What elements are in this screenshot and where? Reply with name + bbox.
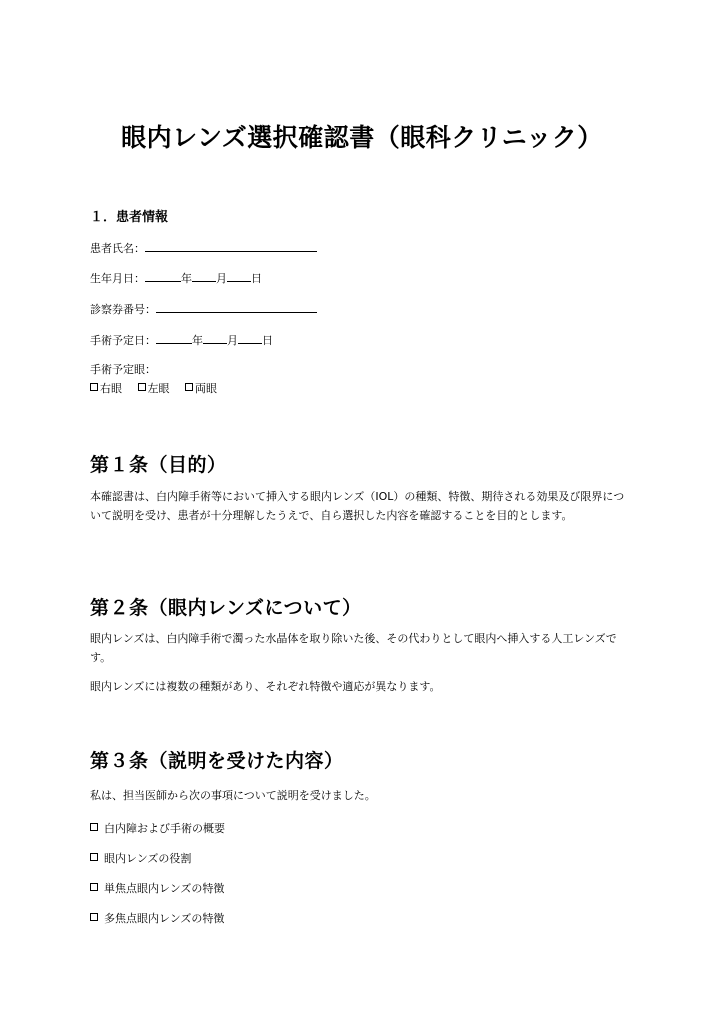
patient-name-field [90, 240, 317, 256]
checkbox-icon[interactable] [185, 383, 193, 391]
eye-option-left[interactable]: 左眼 [138, 382, 170, 395]
article2-heading: 第２条（眼内レンズについて） [90, 597, 362, 619]
birth-day-unit: 日 [251, 272, 262, 285]
checkbox-icon[interactable] [90, 383, 98, 391]
surgery-day-blank[interactable] [238, 332, 262, 344]
patient-name-blank[interactable] [145, 240, 317, 252]
birth-date-field [90, 270, 262, 286]
checkbox-icon[interactable] [90, 883, 98, 891]
patient-name-label: 患者氏名： [90, 242, 145, 255]
surgery-eye-label: 手術予定眼： [90, 363, 156, 376]
card-number-field [90, 301, 317, 317]
article3-intro: 私は、担当医師から次の事項について説明を受けました。 [90, 789, 376, 802]
birth-month-unit: 月 [216, 272, 227, 285]
article3-heading: 第３条（説明を受けた内容） [90, 750, 344, 772]
checkbox-icon[interactable] [90, 913, 98, 921]
birth-day-blank[interactable] [227, 270, 251, 282]
surgery-eye-options [90, 380, 229, 396]
card-number-blank[interactable] [156, 301, 317, 313]
surgery-month-blank[interactable] [203, 332, 227, 344]
document-title: 眼内レンズ選択確認書（眼科クリニック） [121, 123, 603, 152]
list-item: 多焦点眼内レンズの特徴 [90, 910, 224, 926]
birth-year-blank[interactable] [145, 270, 181, 282]
eye-option-right[interactable]: 右眼 [90, 382, 122, 395]
surgery-year-unit: 年 [192, 334, 203, 347]
birth-month-blank[interactable] [192, 270, 216, 282]
checkbox-icon[interactable] [90, 853, 98, 861]
surgery-date-field [90, 332, 273, 348]
list-item: 白内障および手術の概要 [90, 820, 225, 836]
surgery-day-unit: 日 [262, 334, 273, 347]
birth-year-unit: 年 [181, 272, 192, 285]
surgery-year-blank[interactable] [156, 332, 192, 344]
article2-body-2: 眼内レンズには複数の種類があり、それぞれ特徴や適応が異なります。 [90, 680, 441, 693]
surgery-month-unit: 月 [227, 334, 238, 347]
surgery-date-label: 手術予定日： [90, 334, 156, 347]
card-number-label: 診察券番号： [90, 303, 156, 316]
list-item: 眼内レンズの役割 [90, 850, 191, 866]
list-item: 単焦点眼内レンズの特徴 [90, 880, 224, 896]
article1-body: 本確認書は、白内障手術等において挿入する眼内レンズ（IOL）の種類、特徴、期待される効果及び限界について説明を受け、患者が十分理解したうえで、自ら選択した内容を確認することを目的とします。 [90, 490, 625, 522]
birth-date-label: 生年月日： [90, 272, 145, 285]
article2-body-1: 眼内レンズは、白内障手術で濁った水晶体を取り除いた後、その代わりとして眼内へ挿入する人工レンズです。 [90, 632, 617, 664]
checkbox-icon[interactable] [138, 383, 146, 391]
article1-heading: 第１条（目的） [90, 454, 227, 476]
checkbox-icon[interactable] [90, 823, 98, 831]
patient-info-heading: １．患者情報 [90, 210, 169, 225]
eye-option-both[interactable]: 両眼 [185, 382, 217, 395]
